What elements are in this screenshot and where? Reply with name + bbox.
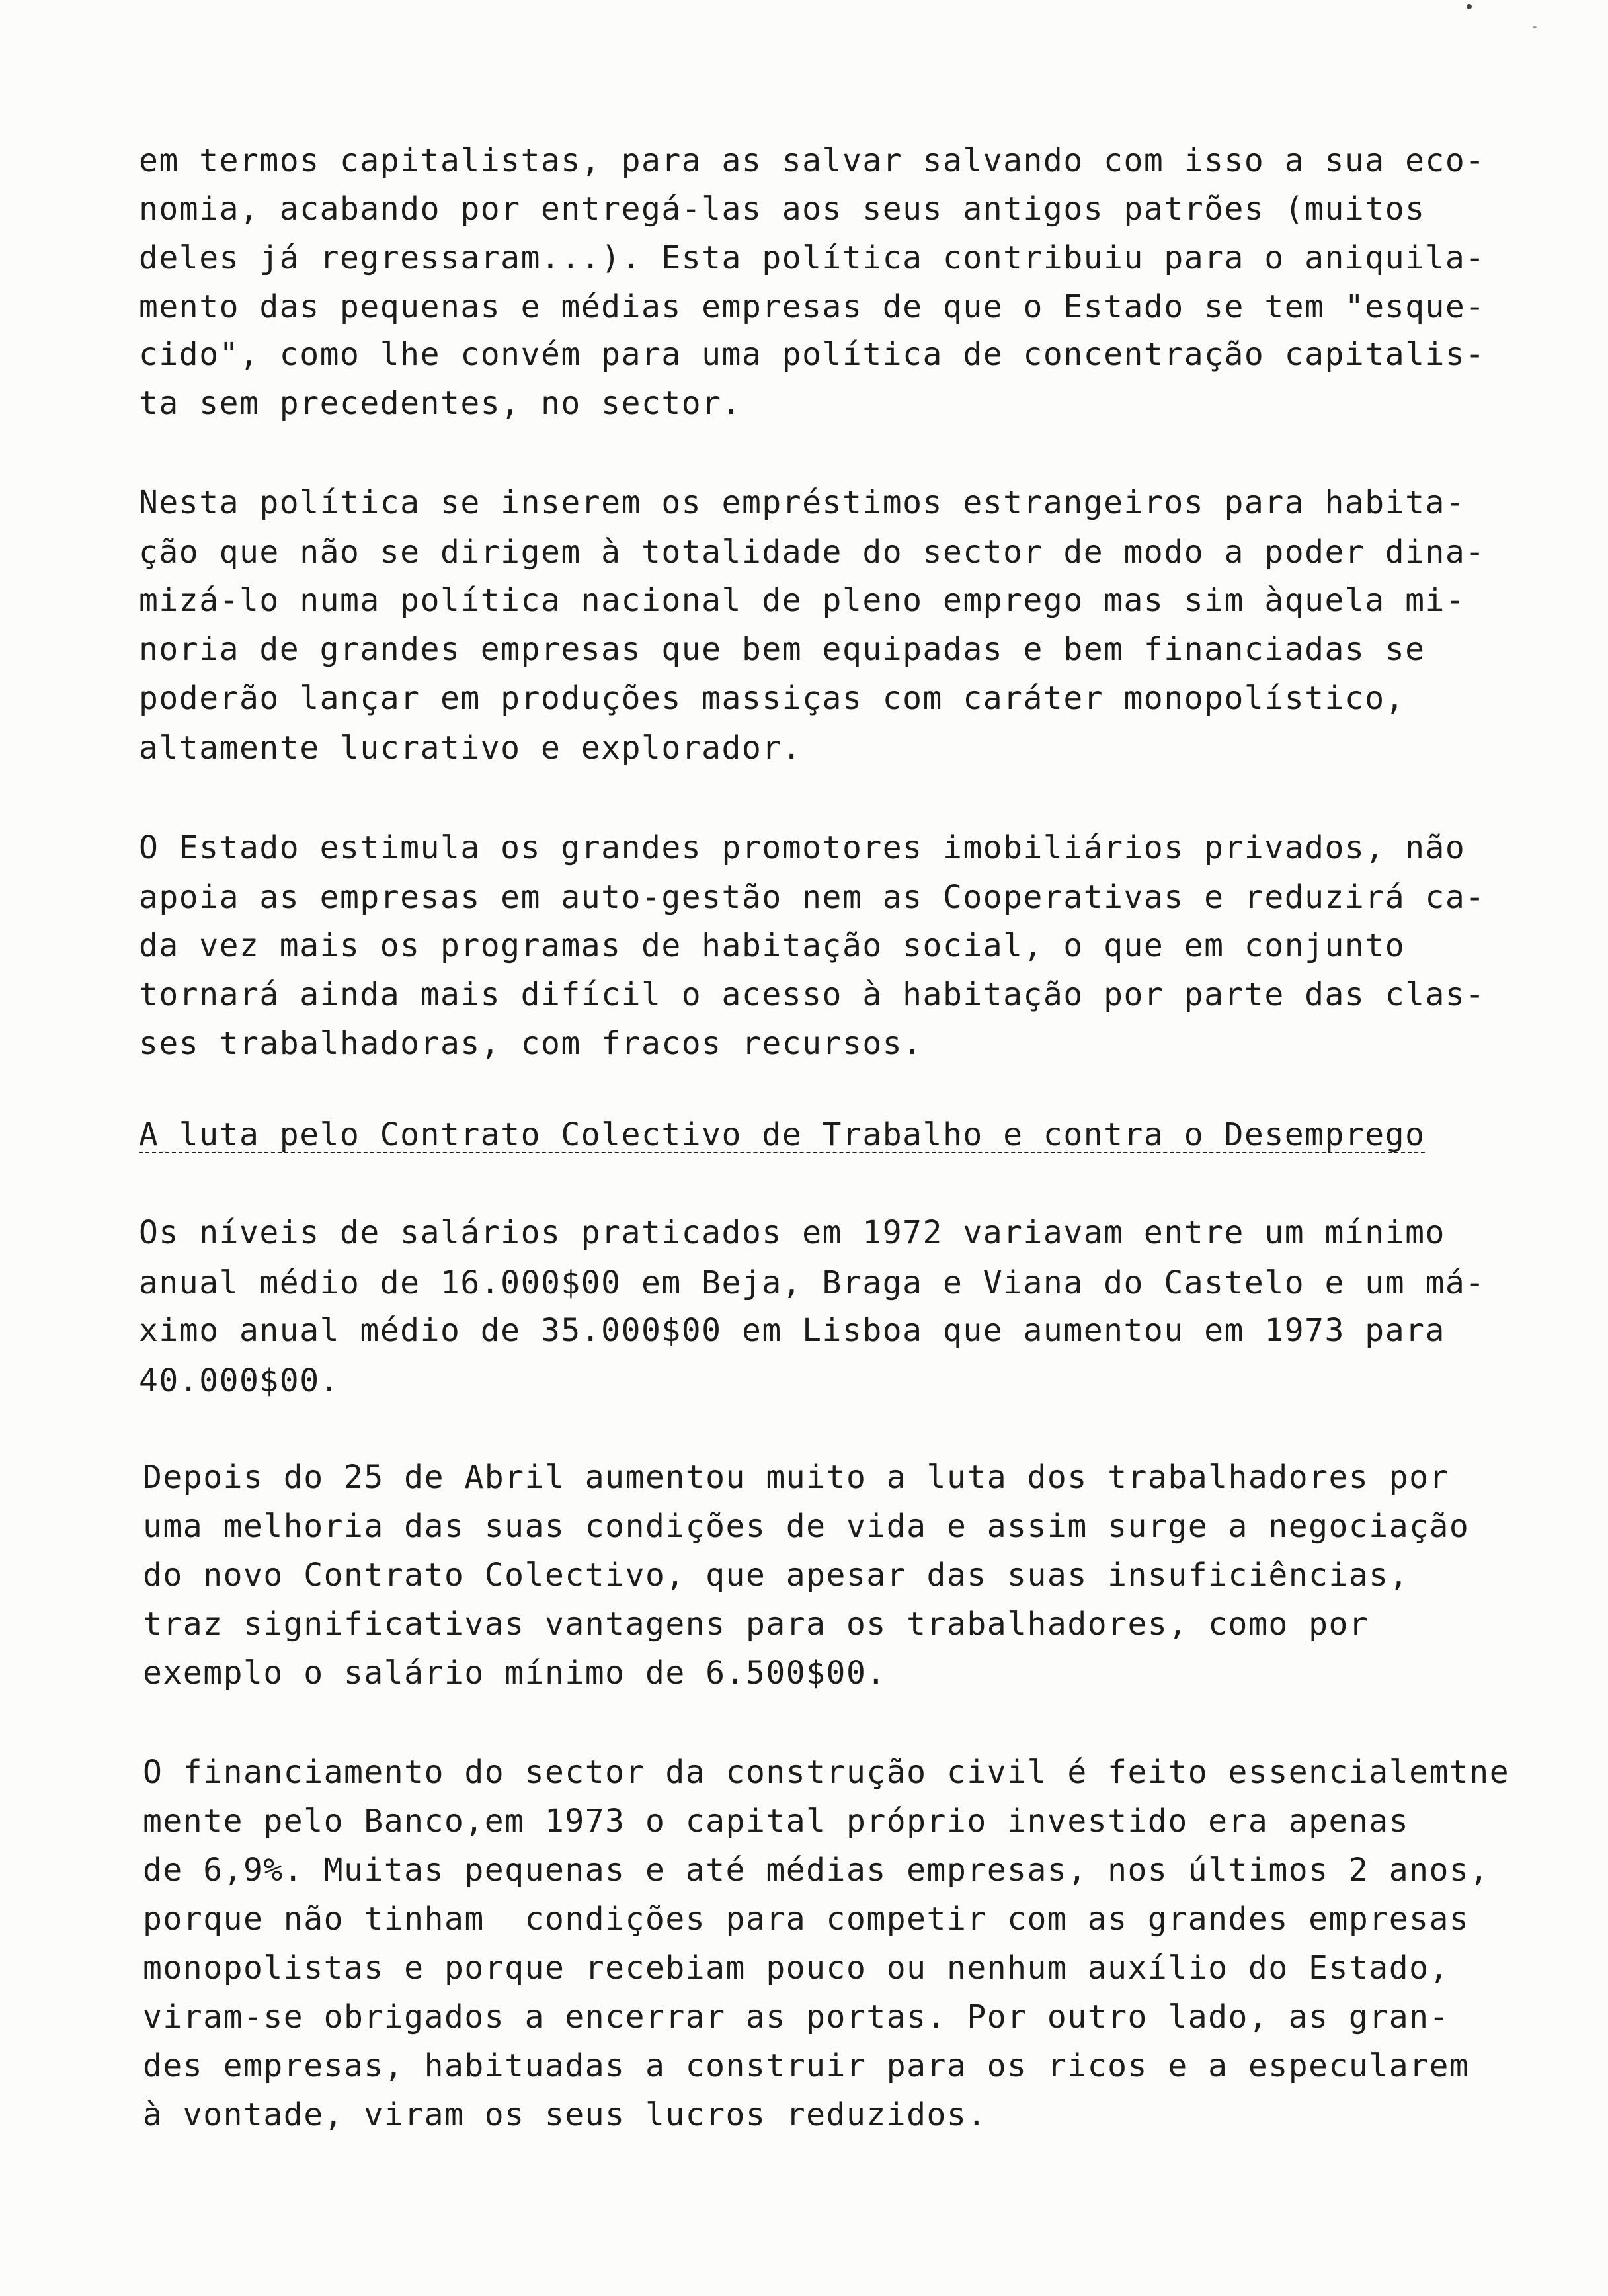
paragraph-line: em termos capitalistas, para as salvar salvando com isso a sua eco-	[139, 142, 1486, 179]
paragraph-line: ção que não se dirigem à totalidade do sector de modo a poder dina-	[139, 534, 1486, 571]
paragraph-line: uma melhoria das suas condições de vida e assim surge a negociação	[143, 1508, 1470, 1545]
paragraph-line: de 6,9%. Muitas pequenas e até médias empresas, nos últimos 2 anos,	[143, 1852, 1490, 1889]
paragraph-line: O Estado estimula os grandes promotores imobiliários privados, não	[139, 829, 1466, 866]
paragraph-line: mento das pequenas e médias empresas de que o Estado se tem "esque-	[139, 288, 1486, 325]
scan-speck	[1467, 4, 1472, 9]
paragraph-line: des empresas, habituadas a construir para os ricos e a especularem	[143, 2047, 1470, 2084]
paragraph-line: monopolistas e porque recebiam pouco ou nenhum auxílio do Estado,	[143, 1949, 1449, 1987]
paragraph-line: exemplo o salário mínimo de 6.500$00.	[143, 1655, 887, 1692]
paragraph-line: da vez mais os programas de habitação social, o que em conjunto	[139, 927, 1406, 964]
paragraph-line: viram-se obrigados a encerrar as portas. Por outro lado, as gran-	[143, 1998, 1449, 2035]
paragraph-line: à vontade, viram os seus lucros reduzidos.	[143, 2096, 987, 2133]
paragraph-line: mizá-lo numa política nacional de pleno emprego mas sim àquela mi-	[139, 582, 1466, 619]
paragraph-line: cido", como lhe convém para uma política de concentração capitalis-	[139, 336, 1486, 373]
paragraph-line: apoia as empresas em auto-gestão nem as Cooperativas e reduzirá ca-	[139, 879, 1486, 916]
paragraph-line: ximo anual médio de 35.000$00 em Lisboa que aumentou em 1973 para	[139, 1312, 1445, 1349]
paragraph-line: altamente lucrativo e explorador.	[139, 729, 803, 766]
section-heading: A luta pelo Contrato Colectivo de Trabalho e contra o Desemprego	[139, 1116, 1426, 1153]
paragraph-line: 40.000$00.	[139, 1362, 340, 1399]
paragraph-line: nomia, acabando por entregá-las aos seus antigos patrões (muitos	[139, 190, 1426, 227]
paragraph-line: ta sem precedentes, no sector.	[139, 385, 742, 422]
paragraph-line: deles já regressaram...). Esta política contribuiu para o aniquila-	[139, 239, 1486, 276]
paragraph-line: Os níveis de salários praticados em 1972 variavam entre um mínimo	[139, 1214, 1445, 1251]
paragraph-line: ses trabalhadoras, com fracos recursos.	[139, 1025, 923, 1062]
paragraph-line: mente pelo Banco,em 1973 o capital próprio investido era apenas	[143, 1803, 1410, 1840]
paragraph-line: poderão lançar em produções massiças com caráter monopolístico,	[139, 680, 1406, 717]
paragraph-line: porque não tinham condições para competir com as grandes empresas	[143, 1901, 1470, 1938]
paragraph-line: anual médio de 16.000$00 em Beja, Braga e Viana do Castelo e um má-	[139, 1264, 1486, 1301]
paragraph-line: Nesta política se inserem os empréstimos estrangeiros para habita-	[139, 484, 1466, 521]
paragraph-line: tornará ainda mais difícil o acesso à habitação por parte das clas-	[139, 976, 1486, 1013]
paragraph-line: noria de grandes empresas que bem equipadas e bem financiadas se	[139, 631, 1426, 668]
paragraph-line: O financiamento do sector da construção civil é feito essencialemtne	[143, 1754, 1510, 1791]
paragraph-line: do novo Contrato Colectivo, que apesar das suas insuficiências,	[143, 1557, 1410, 1594]
paragraph-line: traz significativas vantagens para os trabalhadores, como por	[143, 1606, 1369, 1643]
scan-speck	[1533, 26, 1537, 28]
paragraph-line: Depois do 25 de Abril aumentou muito a luta dos trabalhadores por	[143, 1459, 1449, 1496]
